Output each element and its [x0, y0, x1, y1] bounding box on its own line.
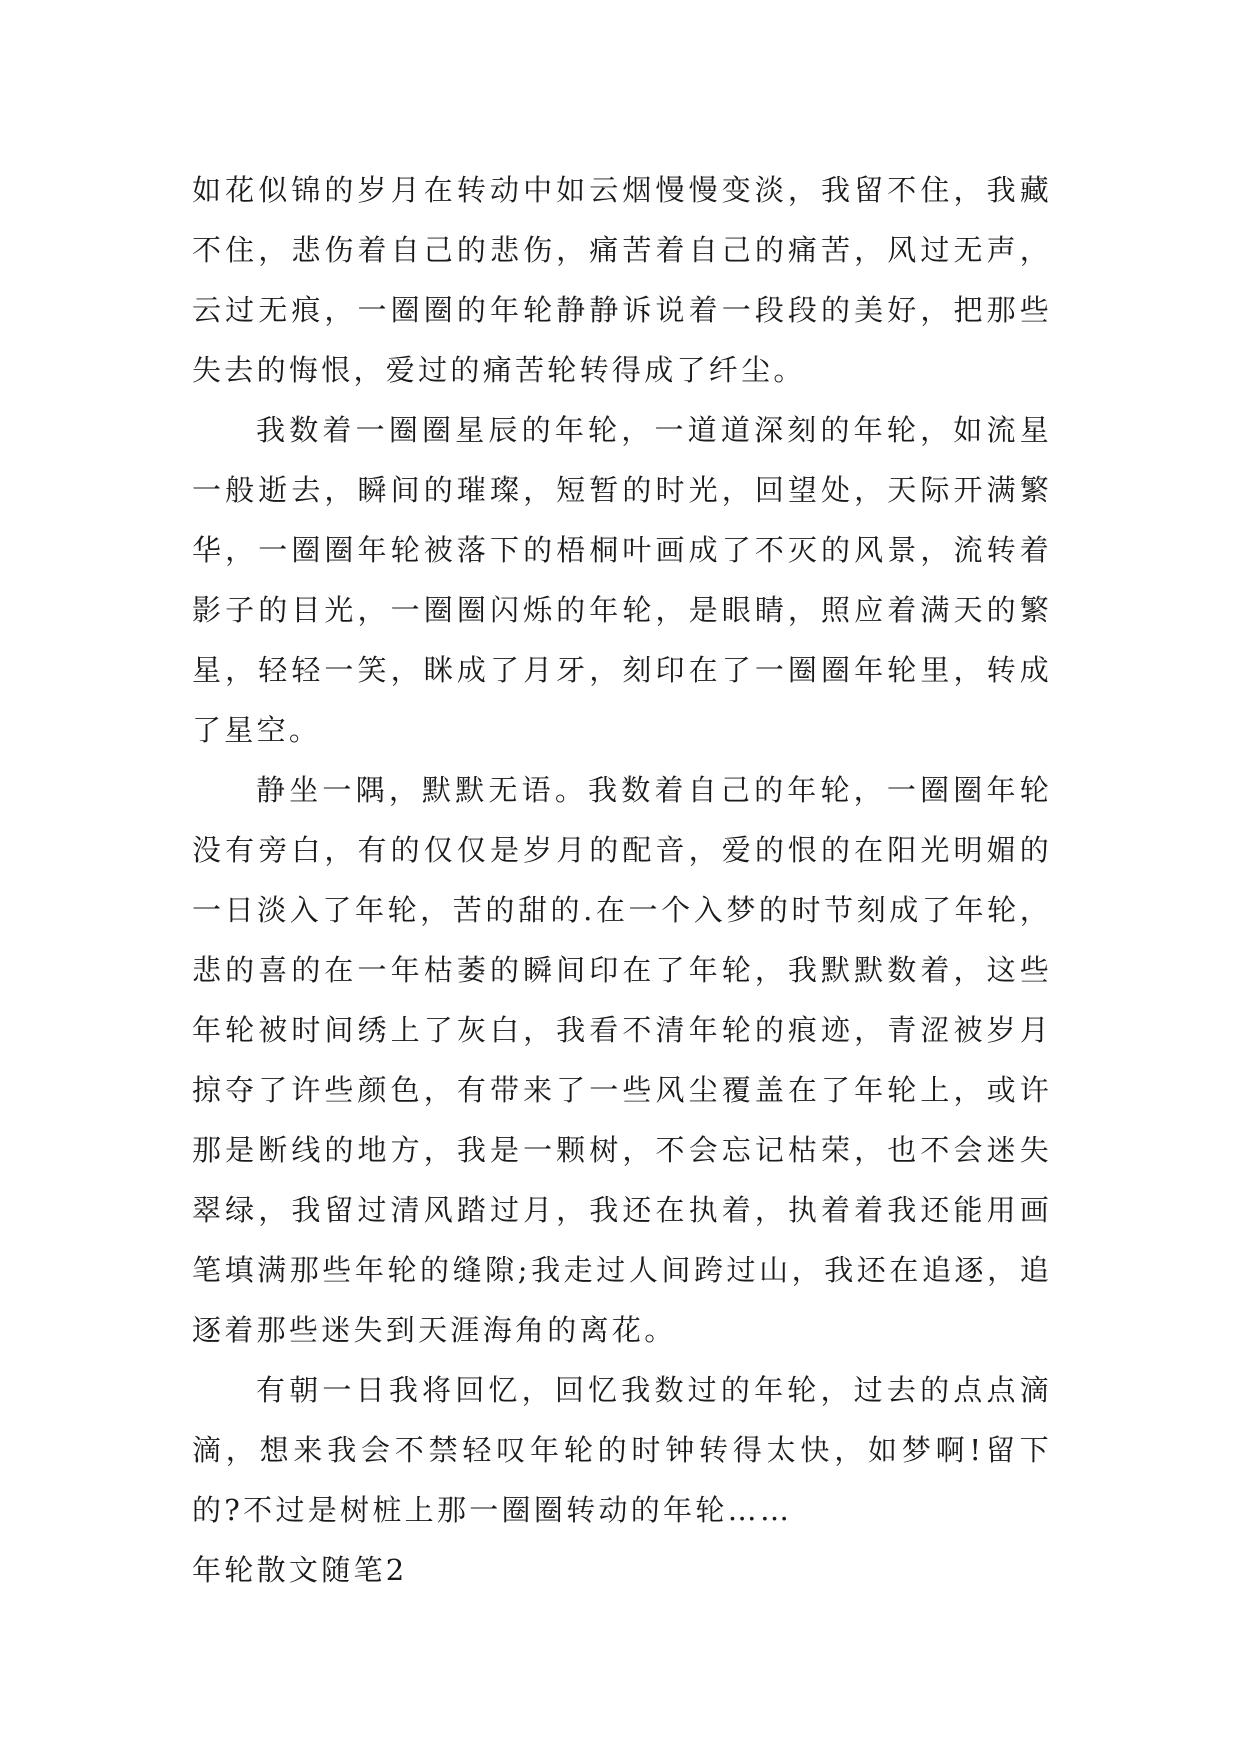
paragraph-1: 如花似锦的岁月在转动中如云烟慢慢变淡，我留不住，我藏不住，悲伤着自己的悲伤，痛苦着自己的痛苦，风过无声，云过无痕，一圈圈的年轮静静诉说着一段段的美好，把那些失去的悔恨，爱过的痛苦轮转得成了纤尘。 — [192, 173, 1052, 387]
paragraph-3: 静坐一隅，默默无语。我数着自己的年轮，一圈圈年轮没有旁白，有的仅仅是岁月的配音，爱的恨的在阳光明媚的一日淡入了年轮，苦的甜的.在一个入梦的时节刻成了年轮，悲的喜的在一年枯萎的瞬间印在了年轮，我默默数着，这些年轮被时间绣上了灰白，我看不清年轮的痕迹，青涩被岁月掠夺了许些颜色，有带来了一些风尘覆盖在了年轮上，或许那是断线的地方，我是一颗树，不会忘记枯荣，也不会迷失翠绿，我留过清风踏过月，我还在执着，执着着我还能用画笔填满那些年轮的缝隙;我走过人间跨过山，我还在追逐，追逐着那些迷失到天涯海角的离花。 — [192, 773, 1052, 1347]
paragraph-2: 我数着一圈圈星辰的年轮，一道道深刻的年轮，如流星一般逝去，瞬间的璀璨，短暂的时光，回望处，天际开满繁华，一圈圈年轮被落下的梧桐叶画成了不灭的风景，流转着影子的目光，一圈圈闪烁的年轮，是眼睛，照应着满天的繁星，轻轻一笑，眯成了月牙，刻印在了一圈圈年轮里，转成了星空。 — [192, 413, 1052, 747]
next-essay-title: 年轮散文随笔2 — [192, 1553, 408, 1587]
essay-body — [192, 160, 1052, 1600]
paragraph-4: 有朝一日我将回忆，回忆我数过的年轮，过去的点点滴滴，想来我会不禁轻叹年轮的时钟转得太快，如梦啊!留下的?不过是树桩上那一圈圈转动的年轮…… — [192, 1373, 1052, 1527]
